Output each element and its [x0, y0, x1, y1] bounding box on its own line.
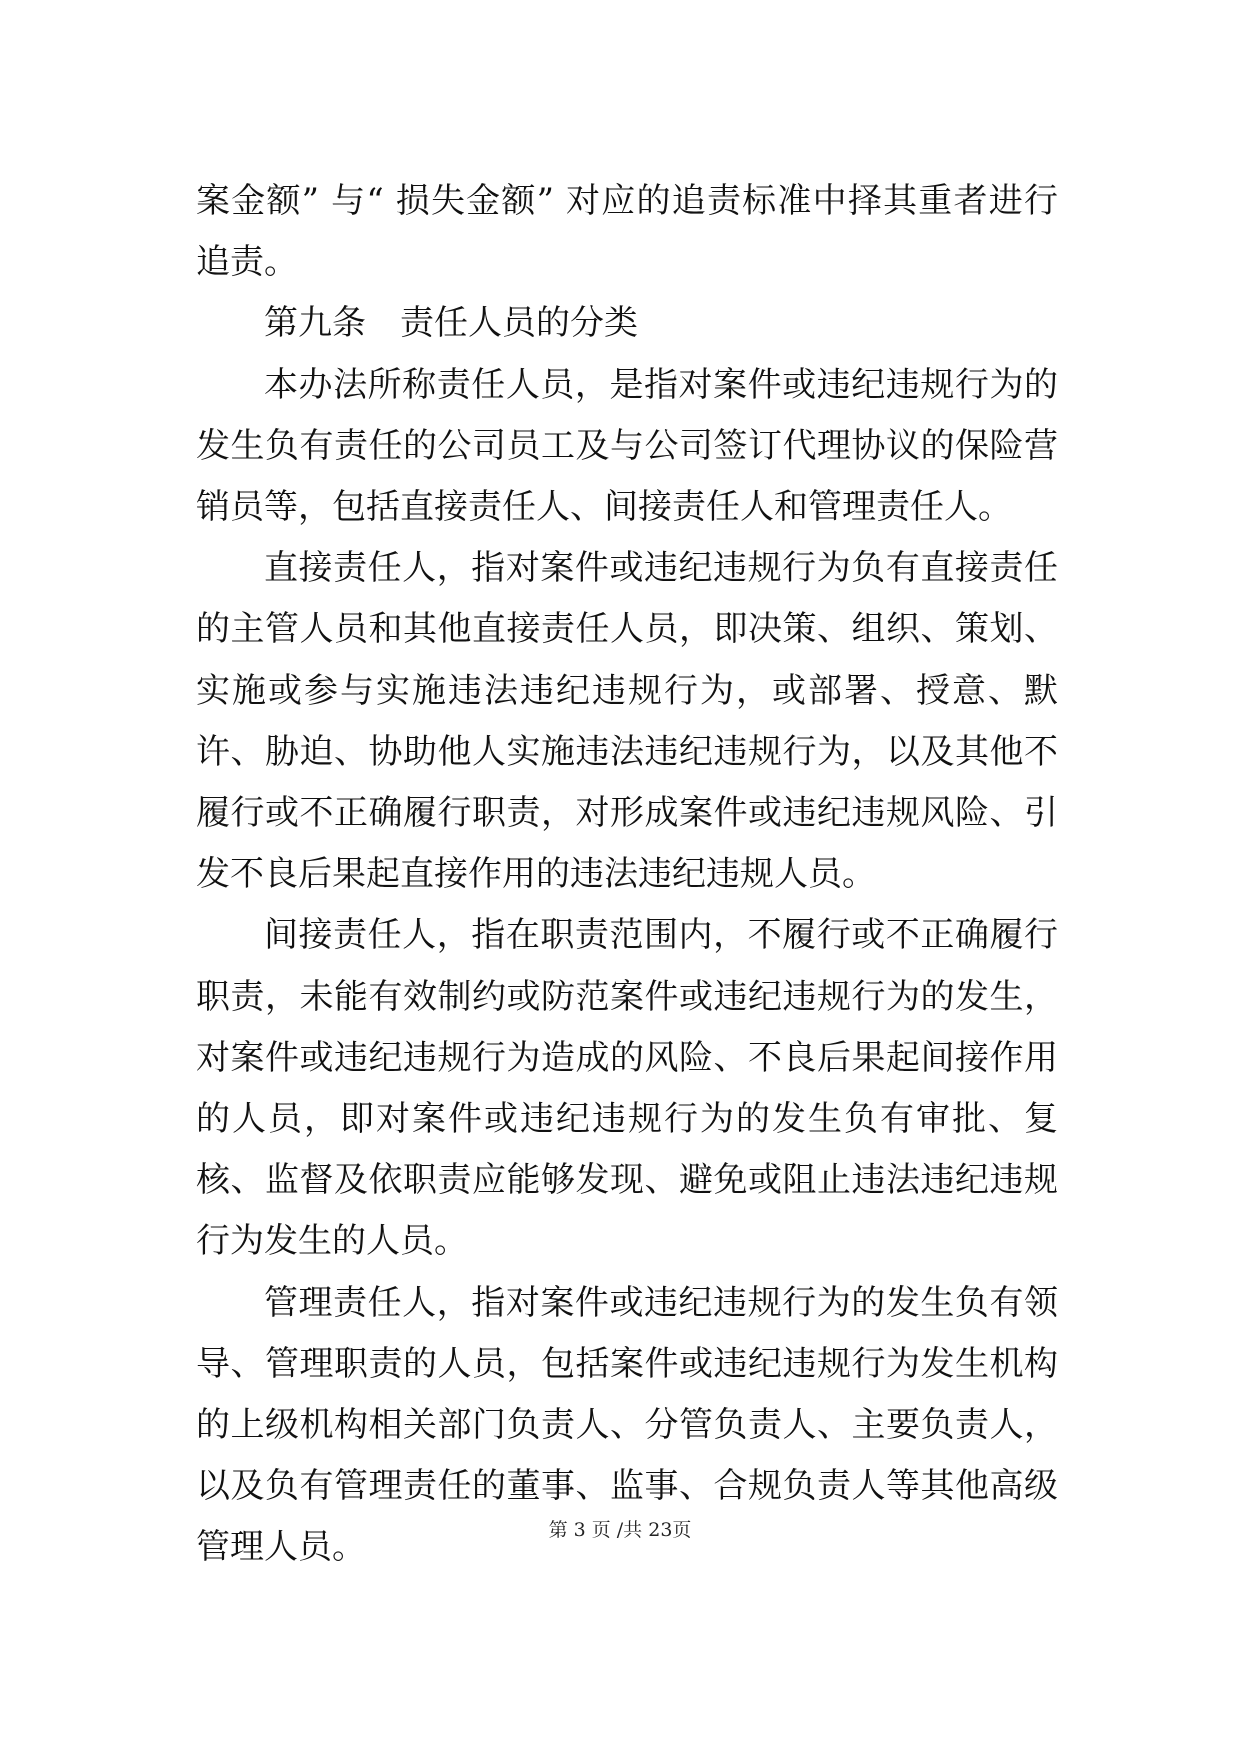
paragraph-management-responsible: 管理责任人，指对案件或违纪违规行为的发生负有领导、管理职责的人员，包括案件或违纪违规行为发生机构的上级机构相关部门负责人、分管负责人、主要负责人，以及负有管理责任的董事、监事、合规负责人等其他高级管理人员。	[196, 1282, 1058, 1568]
paragraph-indirect-responsible: 间接责任人，指在职责范围内，不履行或不正确履行职责，未能有效制约或防范案件或违纪违规行为的发生，对案件或违纪违规行为造成的风险、不良后果起间接作用的人员，即对案件或违纪违规行为的发生负有审批、复核、监督及依职责应能够发现、避免或阻止违法违纪违规行为发生的人员。	[196, 915, 1058, 1262]
document-body	[196, 171, 1058, 1579]
page-number-footer: 第 3 页 /共 23页	[548, 1519, 692, 1541]
article-heading: 第九条 责任人员的分类	[264, 303, 638, 344]
paragraph-direct-responsible: 直接责任人，指对案件或违纪违规行为负有直接责任的主管人员和其他直接责任人员，即决策、组织、策划、实施或参与实施违法违纪违规行为，或部署、授意、默许、胁迫、协助他人实施违法违纪违规行为，以及其他不履行或不正确履行职责，对形成案件或违纪违规风险、引发不良后果起直接作用的违法违纪违规人员。	[196, 548, 1058, 895]
paragraph-continuation: 案金额” 与“ 损失金额” 对应的追责标准中择其重者进行追责。	[196, 181, 1058, 283]
paragraph-definition: 本办法所称责任人员，是指对案件或违纪违规行为的发生负有责任的公司员工及与公司签订代理协议的保险营销员等，包括直接责任人、间接责任人和管理责任人。	[196, 364, 1058, 528]
